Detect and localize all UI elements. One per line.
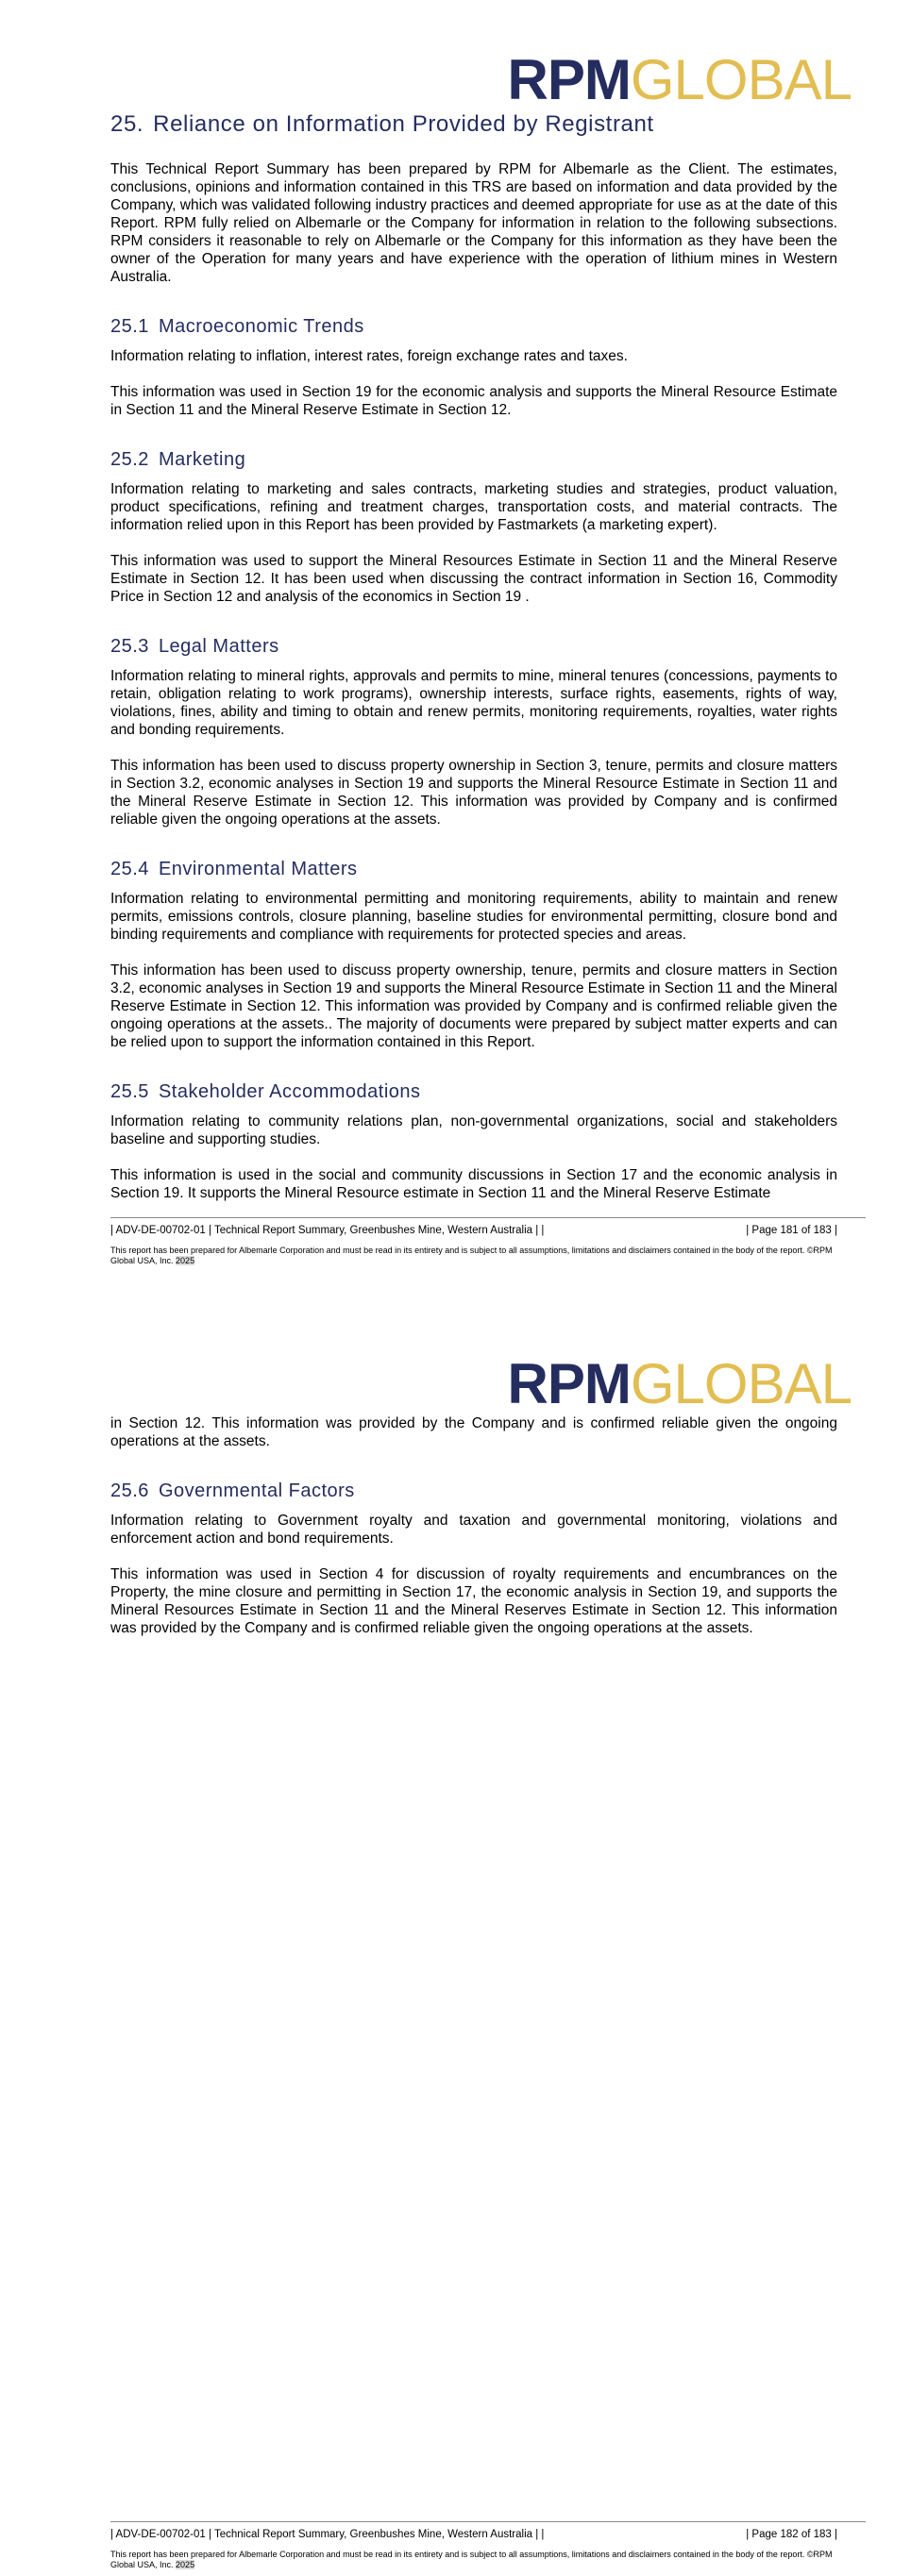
paragraph: This information has been used to discuss property ownership, tenure, permits and closure matters in Section 3.2, economic analyses in Section 19 and supports the Mineral Resource Estimate in Section 11 and the Mineral Reserve Estimate in Section 12. This information was provided by Company and is confirmed reliable given the ongoing operations at the assets.. The majority of documents were prepared by subject matter experts and can be relied upon to support the information contained in this Report.: [110, 962, 837, 1050]
page-182: [0, 1302, 911, 2576]
subsection-heading-25-5: 25.5 Stakeholder Accommodations: [110, 1081, 421, 1102]
footer-disclaimer: This report has been prepared for Albemarle Corporation and must be read in its entirety and is subject to all assumptions, limitations and disclaimers contained in the body of the report. ©RPM Global USA, Inc. 2025: [110, 1246, 833, 1265]
footer-divider: [110, 1217, 866, 1218]
section-intro: This Technical Report Summary has been prepared by RPM for Albemarle as the Client. The estimates, conclusions, opinions and information contained in this TRS are based on information and data provided by the Company, which was validated following industry practices and deemed appropriate for use as at the date of this Report. RPM fully relied on Albemarle or the Company for information in relation to the following subsections. RPM considers it reasonable to rely on Albemarle or the Company for this information as they have been the owner of the Operation for many years and have experience with the operation of lithium mines in Western Australia.: [110, 161, 837, 285]
subsection-heading-25-6: 25.6 Governmental Factors: [110, 1480, 355, 1501]
subsection-heading-25-4: 25.4 Environmental Matters: [110, 859, 358, 879]
paragraph: Information relating to community relations plan, non-governmental organizations, social and stakeholders baseline and supporting studies.: [110, 1113, 837, 1147]
paragraph: Information relating to mineral rights, approvals and permits to mine, mineral tenures (concessions, payments to retain, obligation relating to work programs), ownership interests, surface rights, easements, rights of way, violations, fines, ability and timing to obtain and renew permits, monitoring requirements, royalties, water rights and bonding requirements.: [110, 668, 837, 738]
footer-divider: [110, 2521, 866, 2522]
paragraph: This information has been used to discuss property ownership in Section 3, tenure, permits and closure matters in Section 3.2, economic analyses in Section 19 and supports the Mineral Resource Estimate in Section 11 and the Mineral Reserve Estimate in Section 12. This information was provided by Company and is confirmed reliable given the ongoing operations at the assets.: [110, 758, 837, 828]
paragraph: Information relating to inflation, interest rates, foreign exchange rates and taxes.: [110, 348, 628, 364]
paragraph: This information was used to support the Mineral Resources Estimate in Section 11 and the Mineral Reserve Estimate in Section 12. It has been used when discussing the contract information in Section 16, Commodity Price in Section 12 and analysis of the economics in Section 19 .: [110, 553, 837, 605]
page-181-content: [110, 111, 837, 1220]
footer-doc-info: | ADV-DE-00702-01 | Technical Report Summary, Greenbushes Mine, Western Australia | |: [110, 1225, 545, 1236]
footer-page-number: | Page 181 of 183 |: [746, 1225, 837, 1236]
paragraph: Information relating to marketing and sales contracts, marketing studies and strategies, product valuation, product specifications, refining and treatment charges, transportation costs, and material contracts. The information relied upon in this Report has been provided by Fastmarkets (a marketing expert).: [110, 481, 837, 533]
rpm-global-logo: RPMGLOBAL: [507, 48, 852, 111]
paragraph-continuation: in Section 12. This information was provided by the Company and is confirmed reliable given the ongoing operations at the assets.: [110, 1415, 837, 1449]
footer-doc-info: | ADV-DE-00702-01 | Technical Report Summary, Greenbushes Mine, Western Australia | |: [110, 2529, 545, 2540]
paragraph: Information relating to Government royalty and taxation and governmental monitoring, violations and enforcement action and bond requirements.: [110, 1513, 837, 1547]
paragraph: This information was used in Section 19 for the economic analysis and supports the Mineral Resource Estimate in Section 11 and the Mineral Reserve Estimate in Section 12.: [110, 384, 837, 418]
footer-page-number: | Page 182 of 183 |: [746, 2529, 837, 2540]
paragraph: This information was used in Section 4 for discussion of royalty requirements and encumbrances on the Property, the mine closure and permitting in Section 17, the economic analysis in Section 19, and supports the Mineral Resources Estimate in Section 11 and the Mineral Reserves Estimate in Section 12. This information was provided by the Company and is confirmed reliable given the ongoing operations at the assets.: [110, 1566, 837, 1636]
footer-disclaimer: This report has been prepared for Albemarle Corporation and must be read in its entirety and is subject to all assumptions, limitations and disclaimers contained in the body of the report. ©RPM Global USA, Inc. 2025: [110, 2550, 833, 2569]
subsection-heading-25-2: 25.2 Marketing: [110, 449, 246, 470]
section-heading: 25. Reliance on Information Provided by Registrant: [110, 111, 654, 137]
rpm-global-logo: RPMGLOBAL: [507, 1352, 852, 1415]
subsection-heading-25-3: 25.3 Legal Matters: [110, 636, 279, 657]
paragraph: This information is used in the social and community discussions in Section 17 and the economic analysis in Section 19. It supports the Mineral Resource estimate in Section 11 and the Mineral Reserve Estimate: [110, 1167, 837, 1201]
page-182-content: [110, 1414, 837, 1655]
paragraph: Information relating to environmental permitting and monitoring requirements, ability to maintain and renew permits, emissions controls, closure planning, baseline studies for environmental permitting, closure bond and binding requirements and compliance with requirements for protected species and areas.: [110, 891, 837, 943]
subsection-heading-25-1: 25.1 Macroeconomic Trends: [110, 316, 364, 337]
